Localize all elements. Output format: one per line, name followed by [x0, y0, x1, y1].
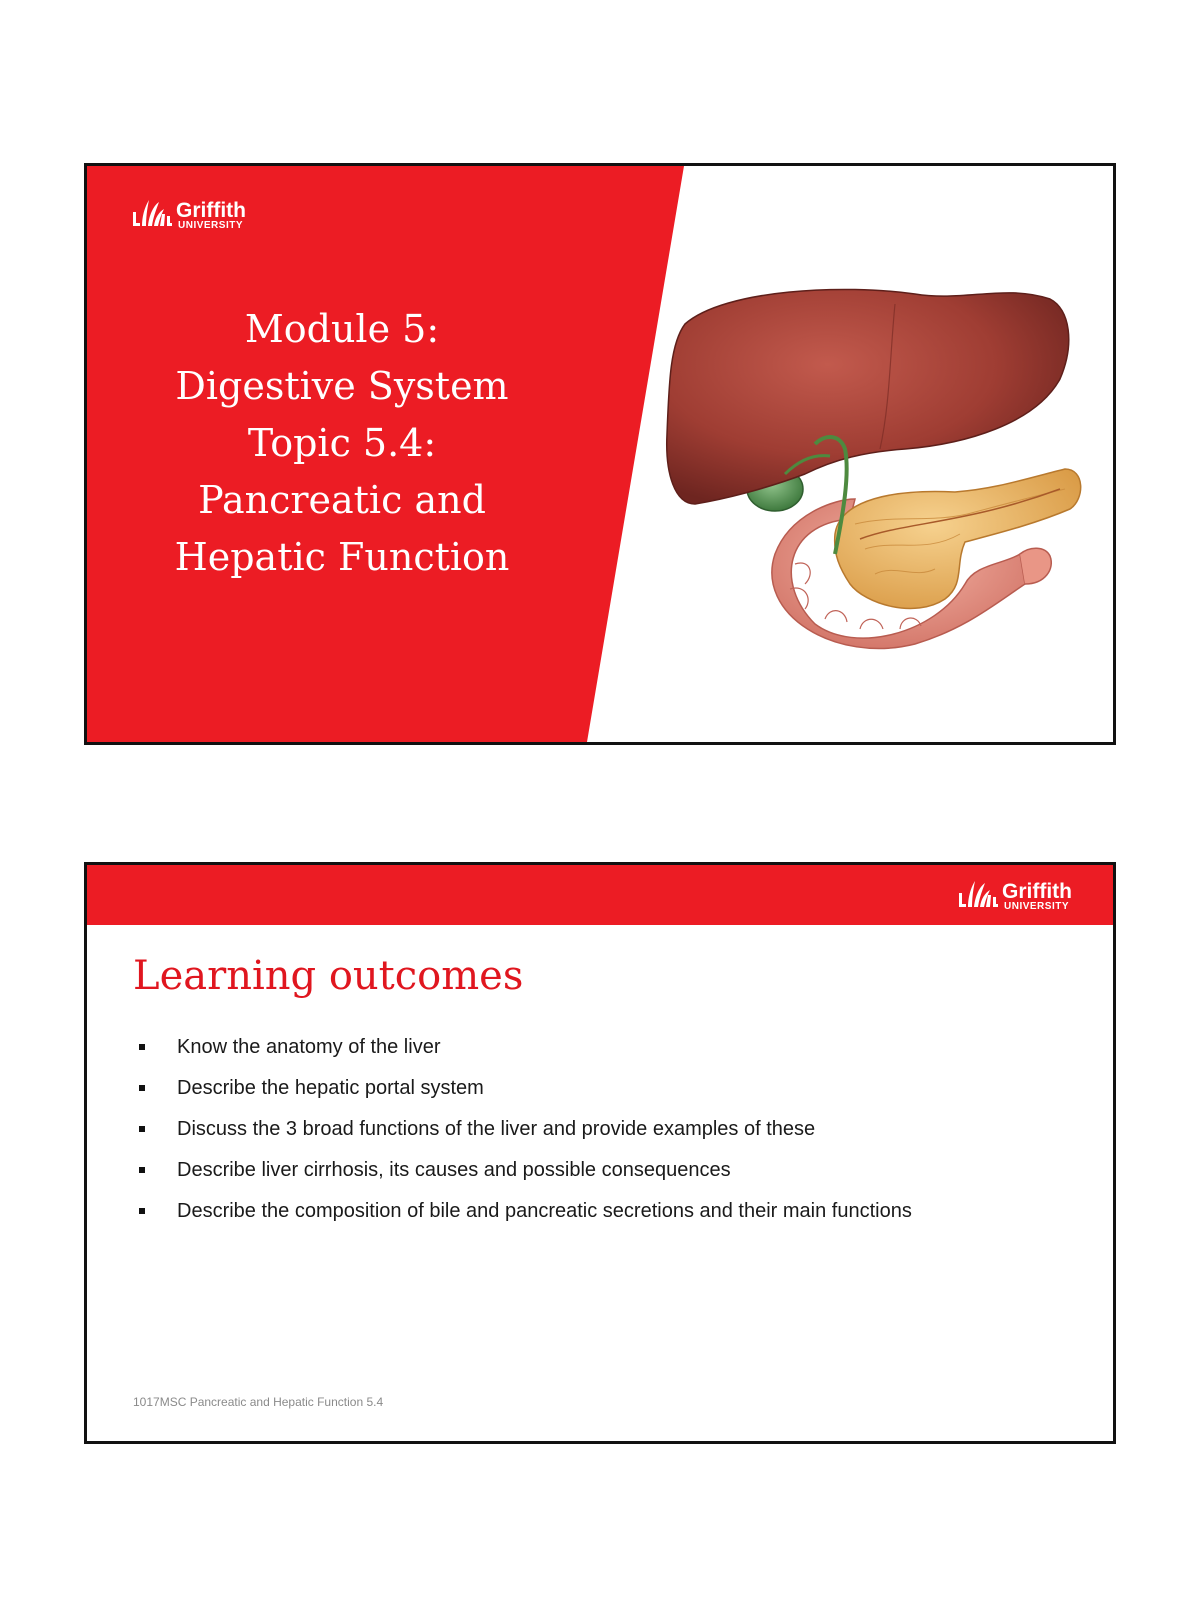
list-item: Describe the hepatic portal system — [139, 1068, 912, 1109]
griffith-logo — [131, 196, 277, 232]
learning-outcomes-slide — [84, 862, 1116, 1444]
griffith-logo — [957, 877, 1103, 913]
svg-text:UNIVERSITY: UNIVERSITY — [1004, 901, 1070, 912]
list-item: Discuss the 3 broad functions of the liver and provide examples of these — [139, 1109, 912, 1150]
title-line: Hepatic Function — [174, 535, 510, 579]
title-slide — [84, 163, 1116, 745]
svg-text:UNIVERSITY: UNIVERSITY — [178, 220, 244, 231]
list-item: Describe the composition of bile and pancreatic secretions and their main functions — [139, 1191, 912, 1232]
svg-text:Griffith: Griffith — [176, 199, 246, 222]
title-line: Module 5: — [244, 307, 440, 351]
title-line: Pancreatic and — [198, 478, 486, 522]
slide-footer: 1017MSC Pancreatic and Hepatic Function 5.4 — [133, 1395, 384, 1409]
list-item: Know the anatomy of the liver — [139, 1027, 912, 1068]
title-line: Digestive System — [175, 364, 509, 408]
learning-outcomes-list — [139, 1027, 912, 1232]
list-item: Describe liver cirrhosis, its causes and possible consequences — [139, 1150, 912, 1191]
title-line: Topic 5.4: — [247, 421, 437, 465]
svg-text:Griffith: Griffith — [1002, 880, 1072, 903]
slide-heading: Learning outcomes — [133, 953, 524, 999]
liver-pancreas-illustration — [665, 284, 1085, 659]
slide-title — [147, 301, 537, 586]
